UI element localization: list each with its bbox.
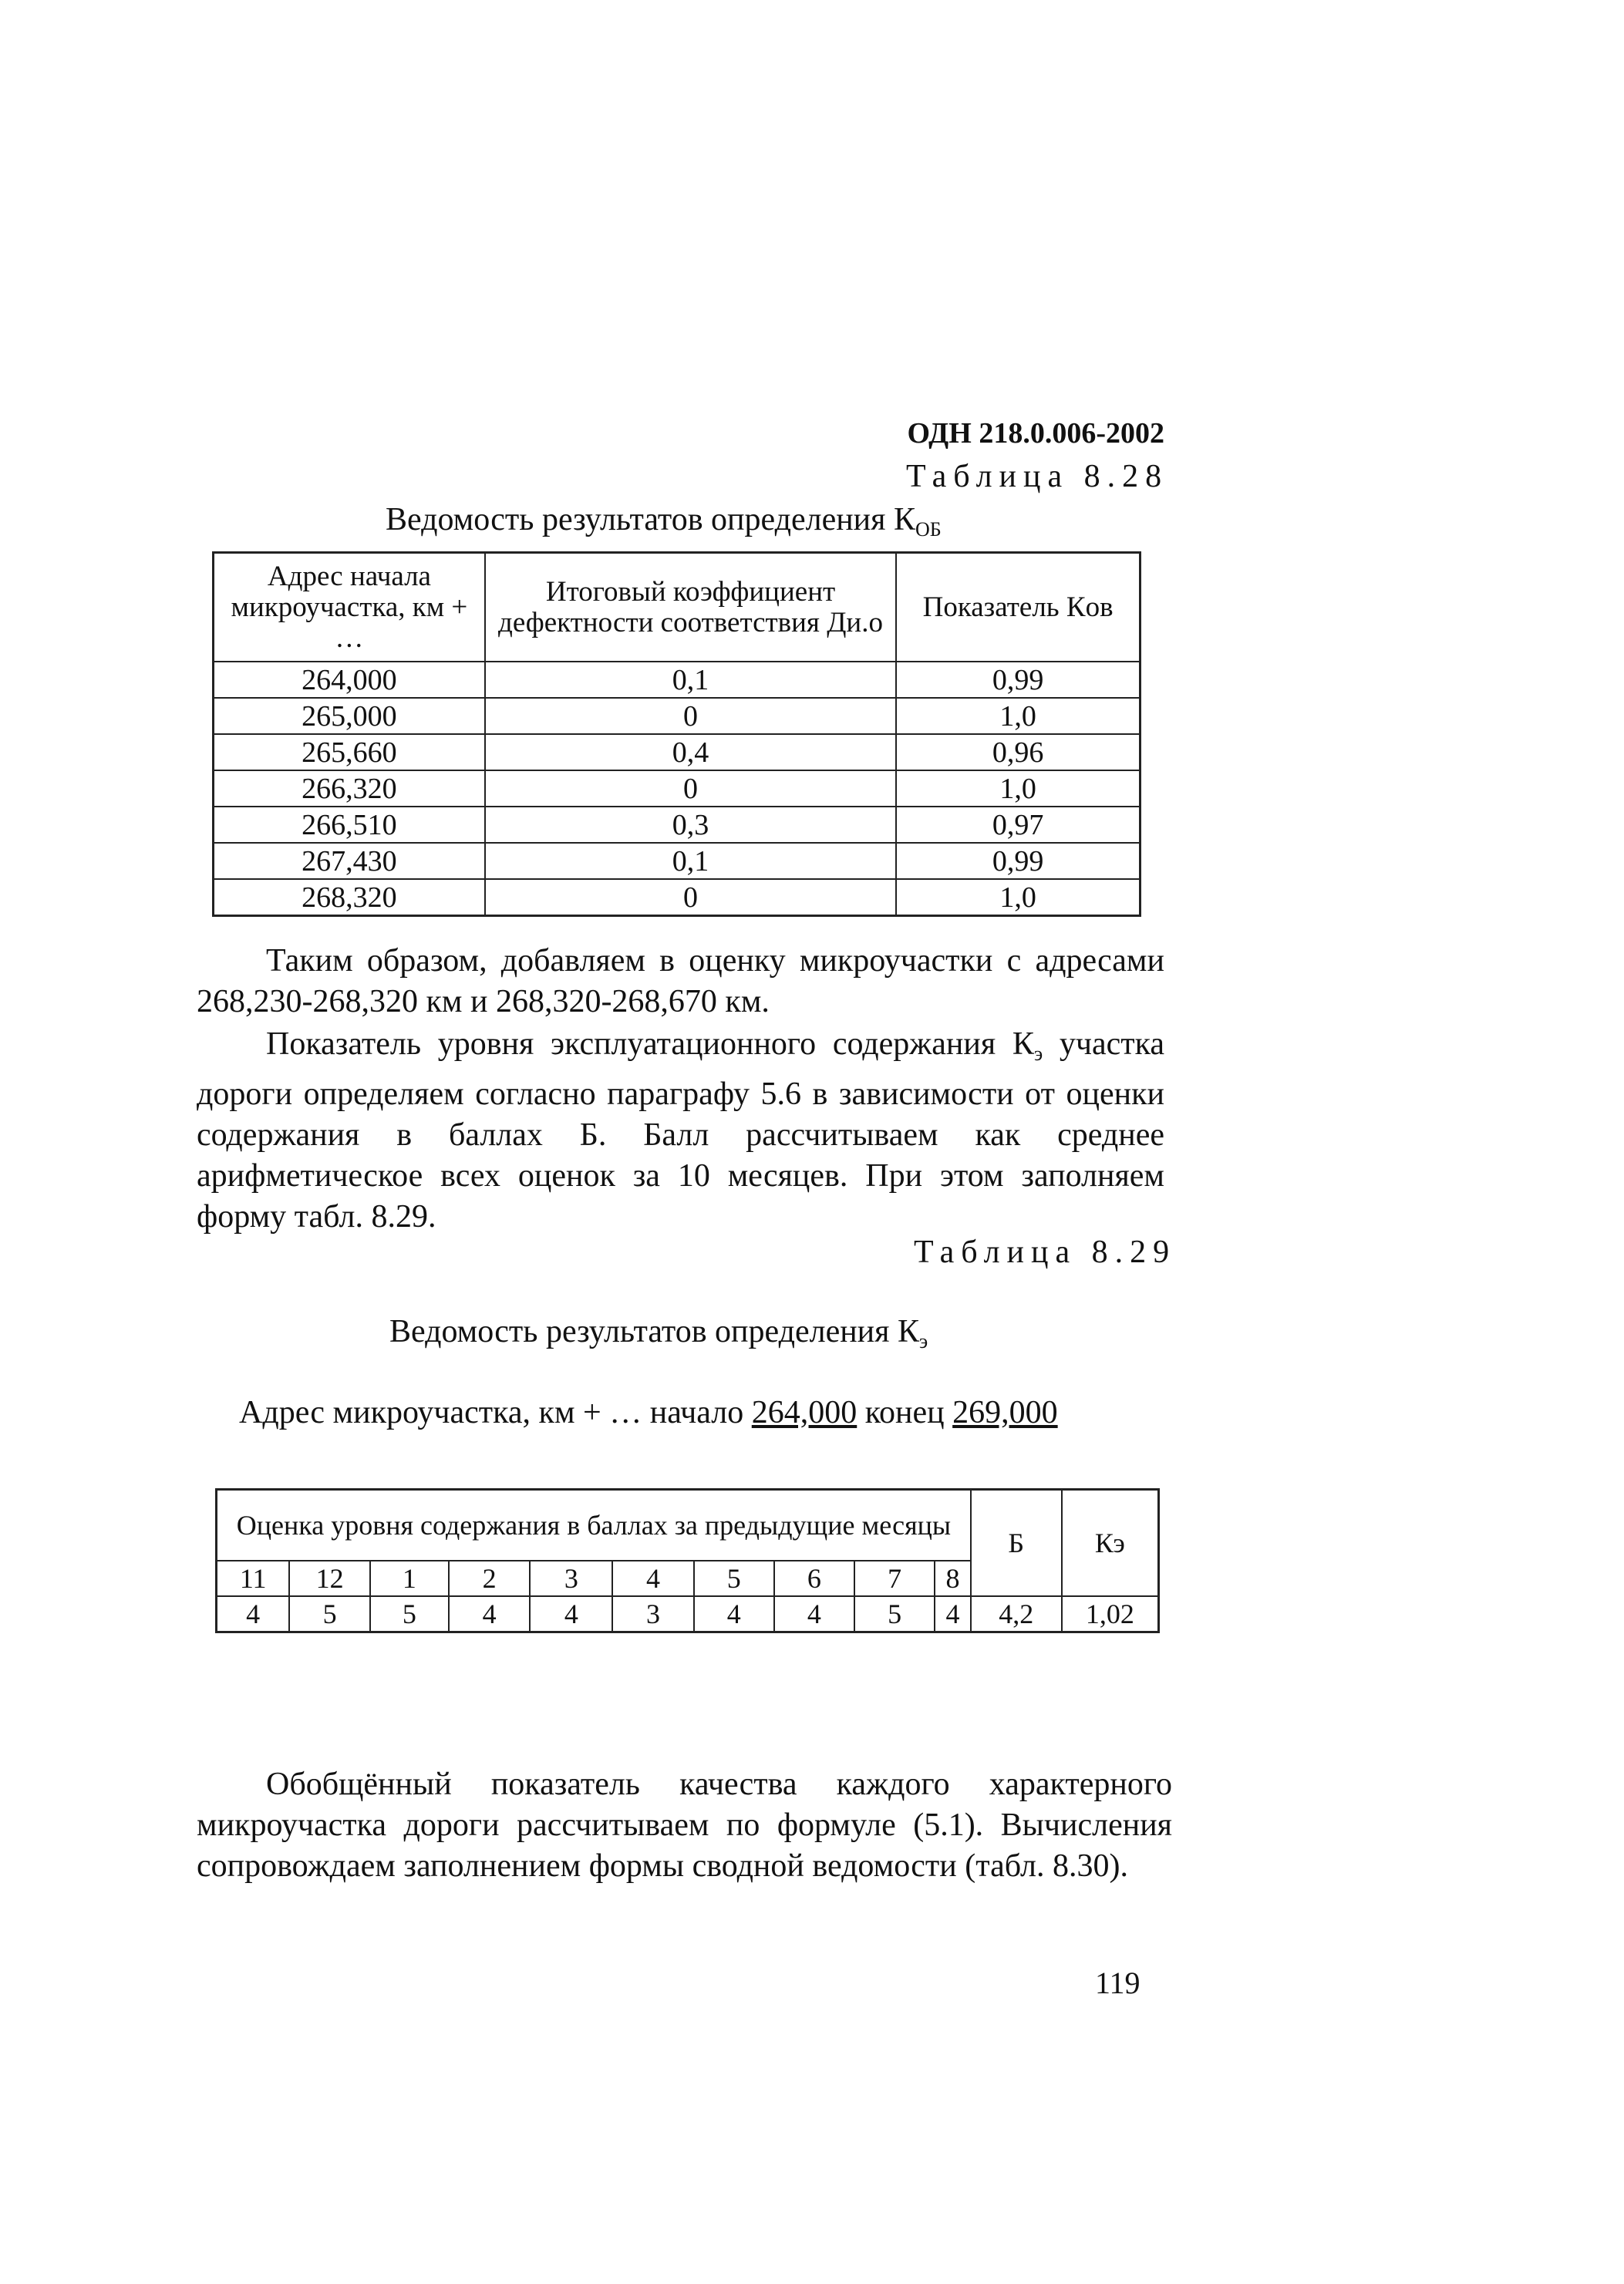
table-cell: 0,99 (896, 662, 1140, 698)
month-cell: 12 (289, 1561, 370, 1596)
table-cell: 266,320 (214, 770, 485, 807)
table-8-29-caption: Ведомость результатов определения $К_э$ (389, 1314, 928, 1353)
address-line: Адрес микроучастка, км + … начало 264,000 конец 269,000 (239, 1395, 1058, 1430)
end-address: 269,000 (952, 1395, 1058, 1430)
table-cell: 265,000 (214, 698, 485, 734)
month-cell: 1 (370, 1561, 449, 1596)
score-cell: 5 (370, 1596, 449, 1632)
score-cell: 4 (774, 1596, 855, 1632)
table-cell: 0,4 (485, 734, 896, 770)
scores-row (217, 1596, 1159, 1632)
table-row (214, 662, 1141, 698)
table-cell: 264,000 (214, 662, 485, 698)
document-code: ОДН 218.0.006-2002 (907, 417, 1164, 450)
table-cell: 1,0 (896, 698, 1140, 734)
month-cell: 4 (612, 1561, 694, 1596)
table-cell: 0 (485, 698, 896, 734)
b-value: 4,2 (971, 1596, 1062, 1632)
table-cell: 0,1 (485, 843, 896, 879)
table-cell: 265,660 (214, 734, 485, 770)
column-header-k: Кэ (1062, 1490, 1159, 1597)
page-number: 119 (1095, 1966, 1141, 2000)
column-header: Показатель Кᴏʙ (896, 553, 1140, 662)
table-cell: 1,0 (896, 879, 1140, 916)
table-8-28-caption: Ведомость результатов определения $К_{ОБ}$ (386, 502, 942, 541)
table-row (214, 807, 1141, 843)
table-cell: 0,97 (896, 807, 1140, 843)
score-cell: 5 (854, 1596, 935, 1632)
paragraph-1: Таким образом, добавляем в оценку микроучастки с адресами 268,230-268,320 км и 268,320-268,670 км. (197, 943, 1164, 1019)
table-cell: 268,320 (214, 879, 485, 916)
score-cell: 4 (217, 1596, 290, 1632)
score-cell: 4 (530, 1596, 612, 1632)
score-cell: 4 (694, 1596, 774, 1632)
table-cell: 0,1 (485, 662, 896, 698)
table-cell: 0 (485, 879, 896, 916)
table-cell: 267,430 (214, 843, 485, 879)
table-cell: 0,96 (896, 734, 1140, 770)
month-cell: 11 (217, 1561, 290, 1596)
paragraph-3: Обобщённый показатель качества каждого характерного микроучастка дороги рассчитываем по формуле (5.1). Вычисления сопровождаем заполнением формы сводной ведомости (табл. 8.30). (197, 1767, 1172, 1884)
score-cell: 5 (289, 1596, 370, 1632)
table-row (214, 698, 1141, 734)
score-cell: 4 (935, 1596, 971, 1632)
start-address: 264,000 (751, 1395, 857, 1430)
table-8-28 (212, 551, 1141, 917)
score-cell: 4 (449, 1596, 531, 1632)
column-header-b: Б (971, 1490, 1062, 1597)
month-cell: 6 (774, 1561, 855, 1596)
table-row (214, 770, 1141, 807)
table-row (214, 734, 1141, 770)
table-cell: 0 (485, 770, 896, 807)
table-cell: 0,99 (896, 843, 1140, 879)
month-cell: 5 (694, 1561, 774, 1596)
column-header: Адрес начала микроучастка, км + … (214, 553, 485, 662)
group-header: Оценка уровня содержания в баллах за предыдущие месяцы (217, 1490, 971, 1561)
table-cell: 0,3 (485, 807, 896, 843)
paragraph-2: Показатель уровня эксплуатационного содержания $К_э$ участка дороги определяем согласно параграфу 5.6 в зависимости от оценки содержания в баллах Б. Балл рассчитываем как среднее арифметическое всех оценок за 10 месяцев. При этом заполняем форму табл. 8.29. (197, 1026, 1164, 1235)
table-8-29 (215, 1488, 1160, 1633)
month-cell: 3 (530, 1561, 612, 1596)
column-header: Итоговый коэффициент дефектности соответствия Ди.о (485, 553, 896, 662)
table-cell: 1,0 (896, 770, 1140, 807)
score-cell: 3 (612, 1596, 694, 1632)
month-cell: 2 (449, 1561, 531, 1596)
table-cell: 266,510 (214, 807, 485, 843)
table-8-29-label: Таблица 8.29 (914, 1235, 1177, 1270)
month-cell: 7 (854, 1561, 935, 1596)
table-row (214, 843, 1141, 879)
k-value: 1,02 (1062, 1596, 1159, 1632)
month-cell: 8 (935, 1561, 971, 1596)
table-row (214, 879, 1141, 916)
table-8-28-label: Таблица 8.28 (906, 459, 1169, 494)
